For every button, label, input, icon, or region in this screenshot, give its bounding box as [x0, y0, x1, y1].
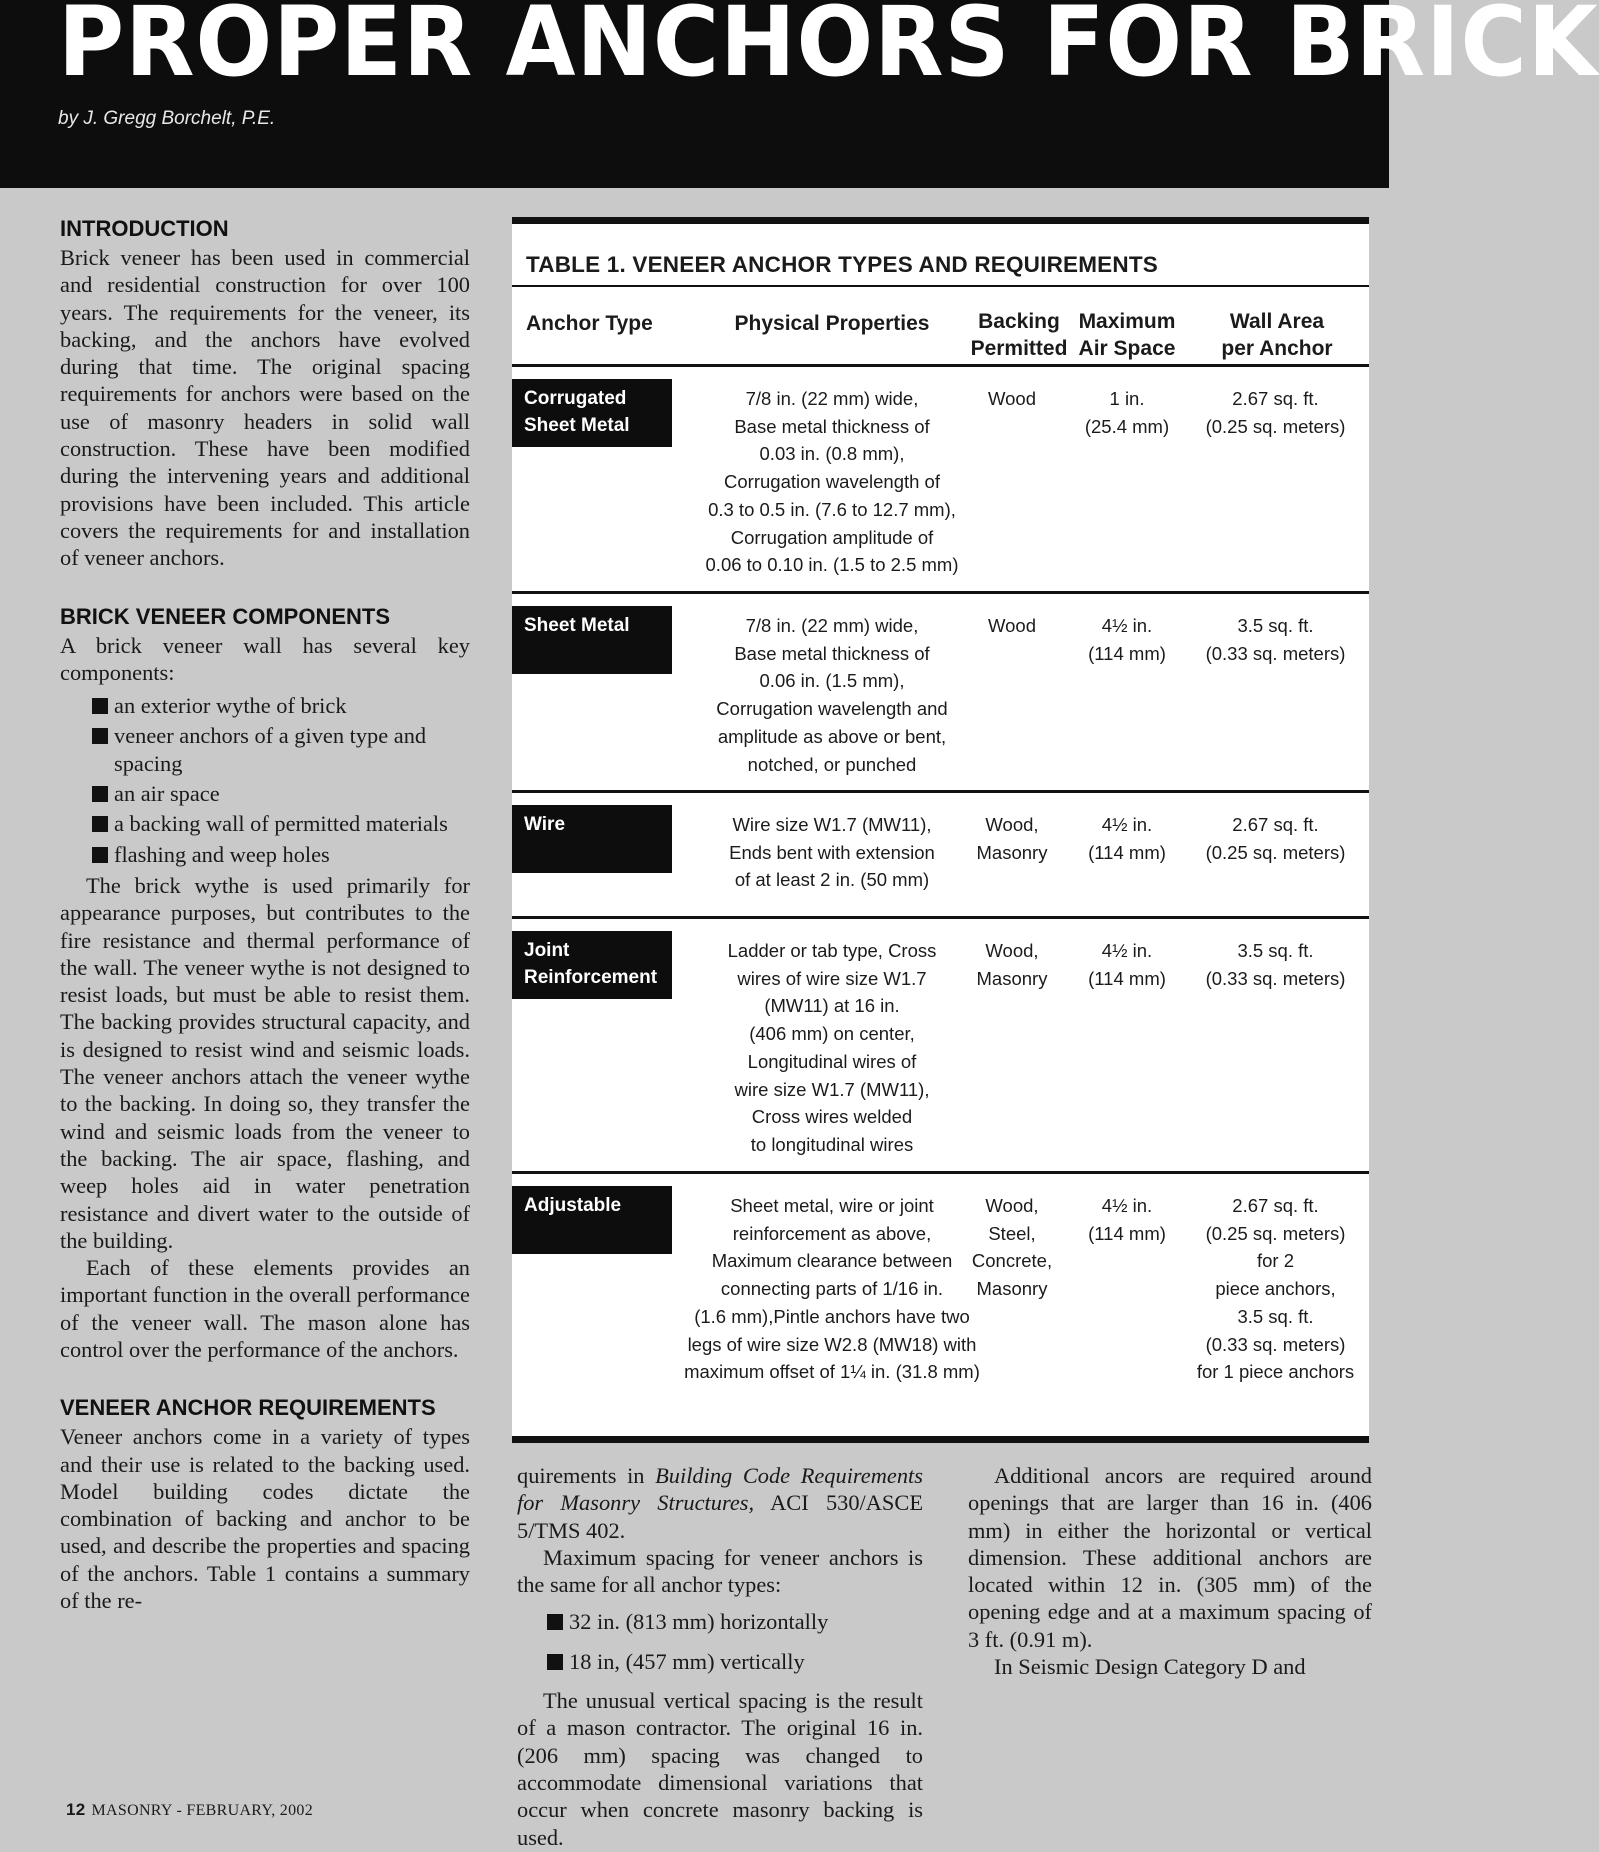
anchor-table [512, 217, 1369, 1443]
col-wall-area: Wall Area per Anchor [1221, 310, 1333, 360]
intro-text: Brick veneer has been used in commercial and residential construction for over 100 years. The requirements for the veneer, its backing, and the anchors have evolved during that time. The original spacing requirements for anchors were based on the use of masonry headers in solid wall construction. These have been modified during the intervening years and additional provisions have been included. This article covers the requirements for and installation of veneer anchors. [60, 245, 470, 571]
requirements-continued: quirements in Building Code Requirements for Masonry Structures, ACI 530/ASCE 5/TMS 402. [517, 1463, 923, 1543]
wall-area: 3.5 sq. ft. (0.33 sq. meters) [1205, 940, 1346, 989]
physical-properties: Sheet metal, wire or joint reinforcement as above, Maximum clearance between connecting parts of 1/16 in. (1.6 mm),Pintle anchors have two legs of wire size W2.8 (MW18) with maximum offset of 1¼ in. (31.8 mm) [684, 1195, 980, 1383]
max-air-space: 4½ in. (114 mm) [1088, 1195, 1166, 1244]
backing-permitted: Wood, Masonry [976, 814, 1048, 863]
right-column [968, 1462, 1372, 1680]
anchor-type-label: Wire [512, 805, 672, 873]
components-heading: BRICK VENEER COMPONENTS [60, 603, 391, 629]
spacing-lead: Maximum spacing for veneer anchors is the same for all anchor types: [517, 1544, 923, 1598]
page-number: 12 [66, 1800, 86, 1819]
list-item: an exterior wythe of brick [92, 692, 470, 719]
anchor-type-label: Corrugated Sheet Metal [512, 379, 672, 447]
table-title: TABLE 1. VENEER ANCHOR TYPES AND REQUIREMENTS [526, 252, 1158, 277]
spacing-note: The unusual vertical spacing is the result of a mason contractor. The original 16 in. (206 mm) spacing was changed to accommodate dimensional variations that occur when concrete masonry backing is used. [517, 1688, 923, 1850]
col-physical-properties: Physical Properties [734, 312, 930, 335]
col-max-air-space: Maximum Air Space [1078, 310, 1176, 360]
list-item: flashing and weep holes [92, 841, 470, 868]
requirements-text: Veneer anchors come in a variety of types and their use is related to the backing used. Model building codes dictate the combination of backing and anchor to be used, and describe the properties and spacing of the anchors. Table 1 contains a summary of the re- [60, 1424, 470, 1614]
max-air-space: 4½ in. (114 mm) [1088, 940, 1166, 989]
left-column [60, 214, 470, 1614]
spacing-list [517, 1608, 923, 1675]
wall-area: 2.67 sq. ft. (0.25 sq. meters) [1205, 814, 1346, 863]
article-header [0, 0, 1599, 188]
max-air-space: 4½ in. (114 mm) [1088, 814, 1166, 863]
physical-properties: Ladder or tab type, Cross wires of wire size W1.7 (MW11) at 16 in. (406 mm) on center, Longitudinal wires of wire size W1.7 (MW11), Cross wires welded to longitudinal wires [727, 940, 937, 1155]
components-paragraph-2: Each of these elements provides an important function in the overall performance of the veneer wall. The mason alone has control over the performance of the anchors. [60, 1255, 470, 1362]
components-paragraph-1: The brick wythe is used primarily for appearance purposes, but contributes to the fire resistance and thermal performance of the wall. The veneer wythe is not designed to resist loads, but must be able to resist them. The backing provides structural capacity, and is designed to resist wind and seismic loads. The veneer anchors attach the veneer wythe to the backing. In doing so, they transfer the wind and seismic loads from the veneer to the backing. The air space, flashing, and weep holes aid in water penetration resistance and divert water to the outside of the building. [60, 872, 470, 1253]
wall-area: 3.5 sq. ft. (0.33 sq. meters) [1205, 615, 1346, 664]
components-list [60, 692, 470, 868]
intro-heading: INTRODUCTION [60, 216, 229, 241]
components-lead: A brick veneer wall has several key components: [60, 632, 470, 685]
list-item: an air space [92, 780, 470, 807]
max-air-space: 1 in. (25.4 mm) [1084, 388, 1170, 437]
anchor-type-label: Sheet Metal [512, 606, 672, 674]
article-title: PROPER ANCHORS FOR BRICK [58, 0, 1599, 98]
backing-permitted: Wood [988, 388, 1036, 409]
physical-properties: 7/8 in. (22 mm) wide, Base metal thickness of 0.03 in. (0.8 mm), Corrugation wavelength of 0.3 to 0.5 in. (7.6 to 12.7 mm), Corrugation amplitude of 0.06 to 0.10 in. (1.5 to 2.5 mm) [705, 388, 959, 576]
physical-properties: 7/8 in. (22 mm) wide, Base metal thickness of 0.06 in. (1.5 mm), Corrugation wavelength and amplitude as above or bent, notched, or punched [716, 615, 948, 775]
backing-permitted: Wood, Masonry [976, 940, 1048, 989]
byline: by J. Gregg Borchelt, P.E. [58, 108, 276, 129]
wall-area: 2.67 sq. ft. (0.25 sq. meters) for 2 piece anchors, 3.5 sq. ft. (0.33 sq. meters) for 1 piece anchors [1196, 1195, 1355, 1383]
col-backing-permitted: Backing Permitted [970, 310, 1068, 360]
openings-text: Additional ancors are required around openings that are larger than 16 in. (406 mm) in either the horizontal or vertical dimension. These additional anchors are located within 12 in. (305 mm) of the opening edge and at a maximum spacing of 3 ft. (0.91 m). [968, 1463, 1372, 1652]
backing-permitted: Wood [988, 615, 1036, 636]
wall-area: 2.67 sq. ft. (0.25 sq. meters) [1205, 388, 1346, 437]
middle-column [517, 1462, 923, 1851]
requirements-heading: VENEER ANCHOR REQUIREMENTS [60, 1395, 436, 1421]
max-air-space: 4½ in. (114 mm) [1088, 615, 1166, 664]
publication-info: MASONRY - FEBRUARY, 2002 [91, 1802, 313, 1819]
list-item: veneer anchors of a given type and spacing [92, 722, 470, 777]
anchor-type-label: Adjustable [512, 1186, 672, 1254]
seismic-text: In Seismic Design Category D and [994, 1654, 1306, 1680]
physical-properties: Wire size W1.7 (MW11), Ends bent with extension of at least 2 in. (50 mm) [729, 814, 935, 891]
list-item: 18 in, (457 mm) vertically [547, 1648, 923, 1675]
backing-permitted: Wood, Steel, Concrete, Masonry [971, 1195, 1053, 1300]
list-item: a backing wall of permitted materials [92, 810, 470, 837]
page-footer [66, 1800, 313, 1820]
col-anchor-type: Anchor Type [526, 312, 653, 335]
list-item: 32 in. (813 mm) horizontally [547, 1608, 923, 1635]
anchor-type-label: Joint Reinforcement [512, 931, 672, 999]
